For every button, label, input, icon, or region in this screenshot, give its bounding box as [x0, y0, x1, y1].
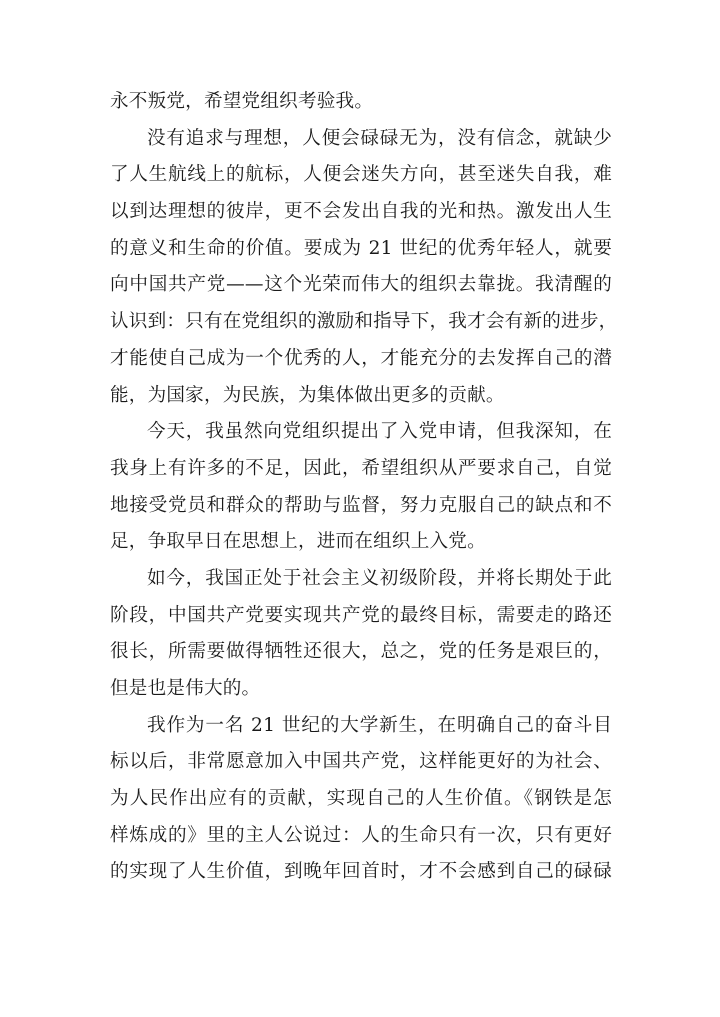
- text-line: 但是也是伟大的。: [110, 678, 261, 699]
- text-line: 标以后，非常愿意加入中国共产党，这样能更好的为社会、: [110, 751, 612, 773]
- text-line: 了人生航线上的航标，人便会迷失方向，甚至迷失自我，难: [110, 164, 612, 186]
- text-line: 阶段，中国共产党要实现共产党的最终目标，需要走的路还: [110, 604, 612, 626]
- document-body: [110, 84, 618, 891]
- text-line: 认识到：只有在党组织的激励和指导下，我才会有新的进步，: [110, 311, 618, 333]
- text-line: 我身上有许多的不足，因此，希望组织从严要求自己，自觉: [110, 457, 612, 479]
- text-line: 很长，所需要做得牺牲还很大，总之，党的任务是艰巨的，: [110, 641, 612, 663]
- text-line: 如今，我国正处于社会主义初级阶段，并将长期处于此: [147, 567, 612, 589]
- text-line: 永不叛党，希望党组织考验我。: [110, 91, 374, 112]
- text-line: 足，争取早日在思想上，进而在组织上入党。: [110, 531, 486, 553]
- text-line: 向中国共产党——这个光荣而伟大的组织去靠拢。我清醒的: [110, 274, 612, 296]
- text-line: 我作为一名 21 世纪的大学新生，在明确自己的奋斗目: [147, 714, 612, 736]
- text-line: 今天，我虽然向党组织提出了入党申请，但我深知，在: [147, 421, 612, 443]
- text-line: 没有追求与理想，人便会碌碌无为，没有信念，就缺少: [147, 127, 612, 149]
- text-line: 能，为国家，为民族，为集体做出更多的贡献。: [110, 384, 505, 406]
- text-line: 的实现了人生价值，到晚年回首时，才不会感到自己的碌碌: [110, 861, 612, 883]
- text-line: 的意义和生命的价值。要成为 21 世纪的优秀年轻人，就要: [110, 237, 612, 259]
- text-line: 样炼成的》里的主人公说过：人的生命只有一次，只有更好: [110, 824, 612, 846]
- text-line: 为人民作出应有的贡献，实现自己的人生价值。《钢铁是怎: [110, 788, 612, 810]
- text-line: 地接受党员和群众的帮助与监督，努力克服自己的缺点和不: [110, 494, 612, 516]
- text-line: 才能使自己成为一个优秀的人，才能充分的去发挥自己的潜: [110, 347, 612, 369]
- text-line: 以到达理想的彼岸，更不会发出自我的光和热。激发出人生: [110, 201, 612, 223]
